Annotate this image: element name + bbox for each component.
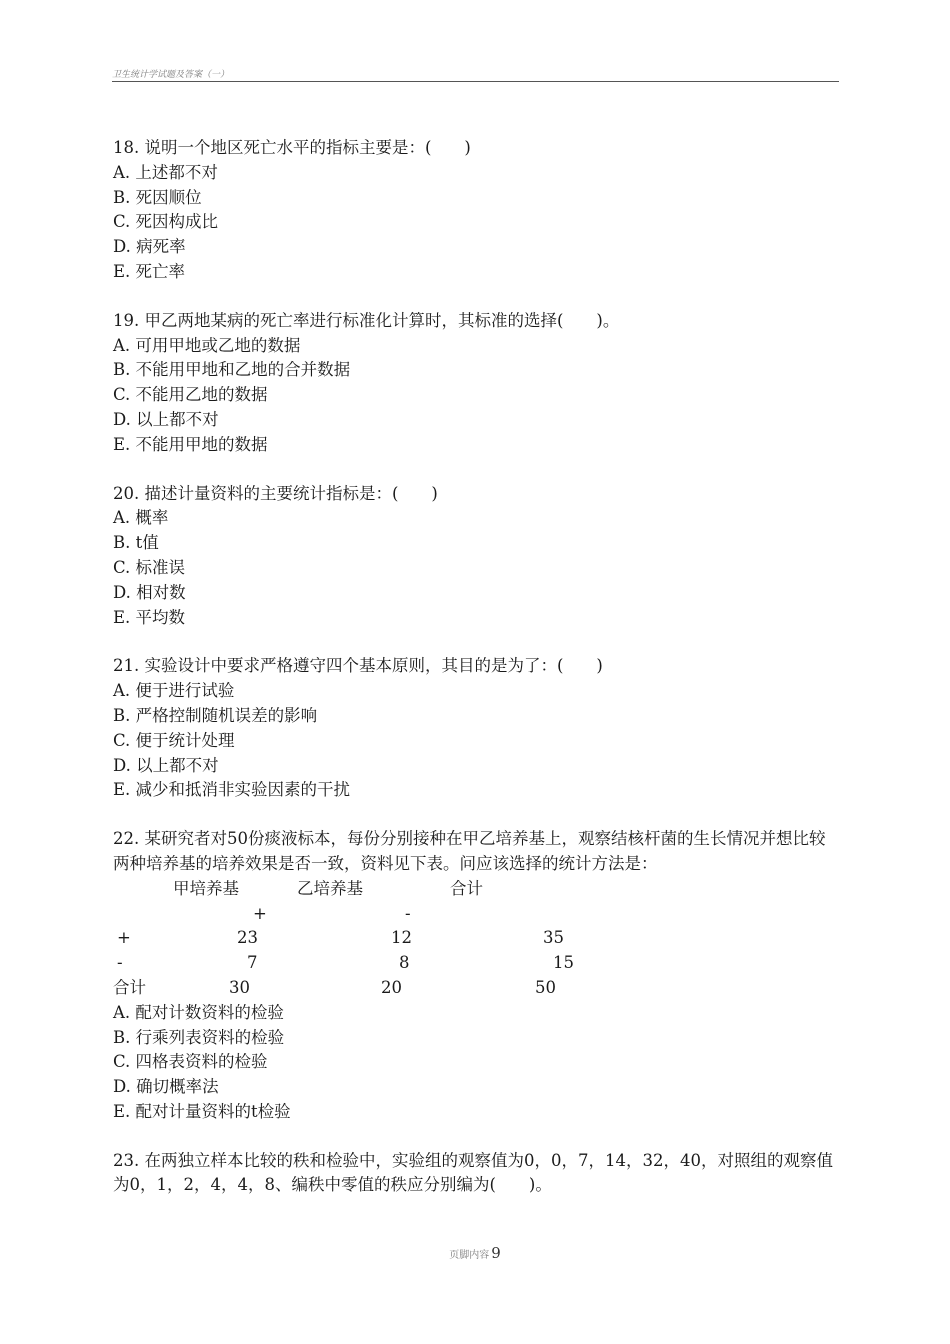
option-e: E. 平均数 bbox=[113, 607, 186, 627]
question-23 bbox=[113, 1149, 839, 1199]
question-stem: 20. 描述计量资料的主要统计指标是：( ) bbox=[113, 483, 438, 503]
question-stem: 22. 某研究者对50份痰液标本，每份分别接种在甲乙培养基上，观察结核杆菌的生长情况并想比较两种培养基的培养效果是否一致，资料见下表。问应该选择的统计方法是： bbox=[113, 829, 826, 873]
question-19 bbox=[113, 309, 839, 458]
table-subheader-row bbox=[113, 902, 839, 927]
question-21 bbox=[113, 654, 839, 803]
option-c: C. 四格表资料的检验 bbox=[113, 1052, 268, 1072]
option-d: D. 以上都不对 bbox=[113, 755, 219, 775]
table-cell: 23 bbox=[237, 928, 258, 948]
question-20 bbox=[113, 482, 839, 631]
footer-label: 页脚内容 bbox=[449, 1250, 490, 1261]
option-a: A. 可用甲地或乙地的数据 bbox=[113, 335, 301, 355]
option-d: D. 以上都不对 bbox=[113, 409, 219, 429]
table-cell: 50 bbox=[535, 977, 556, 997]
table-subheader-cell: - bbox=[405, 903, 411, 923]
table-cell: 30 bbox=[229, 977, 250, 997]
contingency-table bbox=[113, 877, 839, 1001]
option-c: C. 标准误 bbox=[113, 557, 186, 577]
option-a: A. 便于进行试验 bbox=[113, 681, 235, 701]
option-e: E. 减少和抵消非实验因素的干扰 bbox=[113, 780, 351, 800]
option-c: C. 便于统计处理 bbox=[113, 730, 235, 750]
table-subheader-cell: + bbox=[253, 903, 267, 923]
table-cell: 35 bbox=[543, 928, 564, 948]
table-header-row bbox=[113, 877, 839, 902]
table-cell: - bbox=[117, 953, 123, 973]
page-number: 9 bbox=[491, 1244, 501, 1262]
option-b: B. 严格控制随机误差的影响 bbox=[113, 705, 318, 725]
option-c: C. 不能用乙地的数据 bbox=[113, 385, 268, 405]
option-b: B. 行乘列表资料的检验 bbox=[113, 1027, 285, 1047]
option-a: A. 配对计数资料的检验 bbox=[113, 1002, 284, 1022]
question-stem: 19. 甲乙两地某病的死亡率进行标准化计算时，其标准的选择( )。 bbox=[113, 310, 620, 330]
table-header-cell: 合计 bbox=[450, 878, 483, 898]
option-b: B. 不能用甲地和乙地的合并数据 bbox=[113, 360, 351, 380]
table-cell: 15 bbox=[553, 953, 574, 973]
table-cell: 合计 bbox=[113, 977, 146, 997]
page-footer bbox=[0, 1244, 950, 1262]
table-row bbox=[113, 926, 839, 951]
question-22 bbox=[113, 827, 839, 1125]
option-e: E. 配对计量资料的t检验 bbox=[113, 1101, 291, 1121]
table-cell: + bbox=[117, 928, 131, 948]
option-d: D. 确切概率法 bbox=[113, 1077, 219, 1097]
table-row bbox=[113, 976, 839, 1001]
table-cell: 20 bbox=[381, 977, 402, 997]
question-18 bbox=[113, 136, 839, 285]
table-row bbox=[113, 951, 839, 976]
option-d: D. 相对数 bbox=[113, 582, 186, 602]
option-e: E. 死亡率 bbox=[113, 261, 186, 281]
option-b: B. 死因顺位 bbox=[113, 187, 202, 207]
document-body bbox=[113, 136, 839, 1222]
table-cell: 8 bbox=[399, 953, 410, 973]
option-e: E. 不能用甲地的数据 bbox=[113, 434, 268, 454]
header-title: 卫生统计学试题及答案（一） bbox=[112, 70, 230, 80]
table-header-cell: 乙培养基 bbox=[297, 878, 363, 898]
table-cell: 12 bbox=[391, 928, 412, 948]
option-a: A. 上述都不对 bbox=[113, 162, 218, 182]
page-header bbox=[112, 66, 839, 82]
question-stem: 23. 在两独立样本比较的秩和检验中，实验组的观察值为0，0，7，14，32，40，对照组的观察值为0，1，2，4，4，8、编秩中零值的秩应分别编为( )。 bbox=[113, 1150, 833, 1195]
question-stem: 21. 实验设计中要求严格遵守四个基本原则，其目的是为了：( ) bbox=[113, 656, 603, 676]
question-stem: 18. 说明一个地区死亡水平的指标主要是：( ) bbox=[113, 138, 471, 157]
option-a: A. 概率 bbox=[113, 508, 169, 528]
option-c: C. 死因构成比 bbox=[113, 212, 219, 232]
option-d: D. 病死率 bbox=[113, 237, 186, 257]
table-cell: 7 bbox=[247, 953, 258, 973]
table-header-cell: 甲培养基 bbox=[173, 878, 239, 898]
option-b: B. t值 bbox=[113, 533, 159, 553]
